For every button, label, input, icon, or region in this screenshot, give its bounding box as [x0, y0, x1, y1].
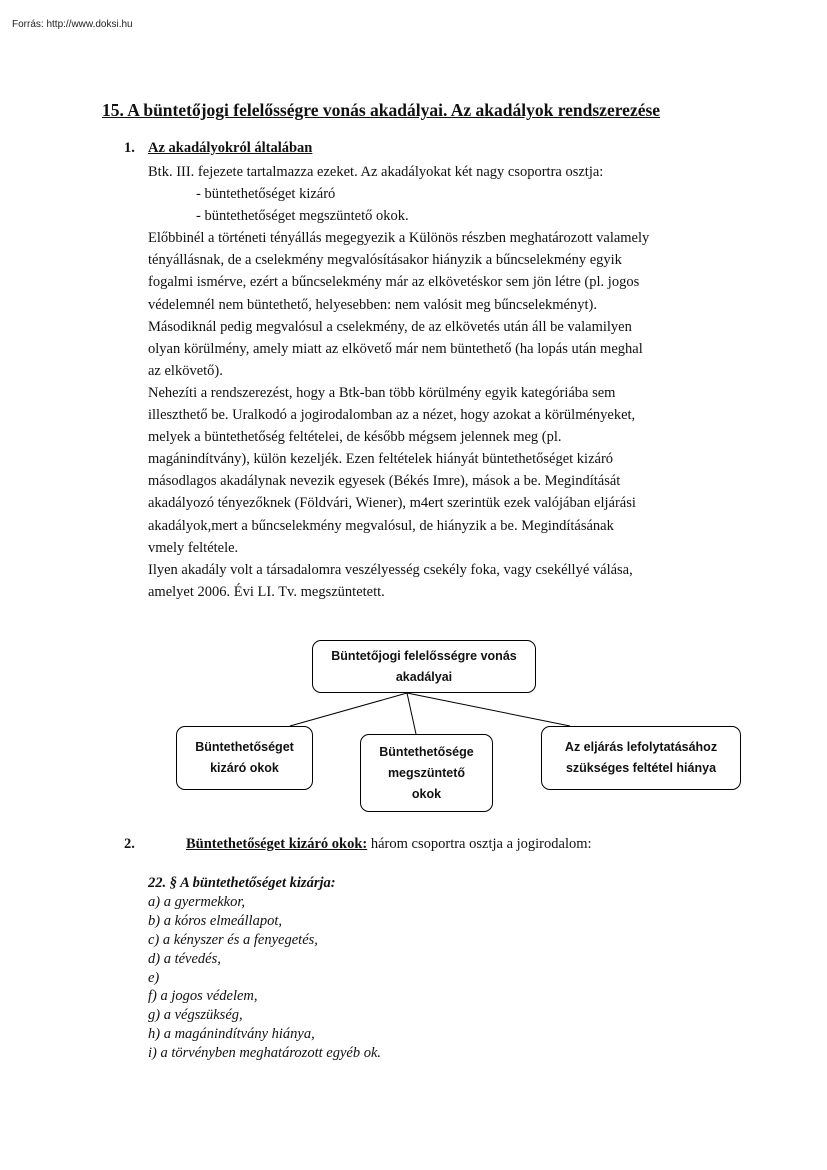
body-line: védelemnél nem büntethető, helyesebben: nem valósit meg bűncselekményt). [148, 296, 597, 313]
law-item: b) a kóros elmeállapot, [148, 912, 282, 929]
section-2-heading-rest: három csoportra osztja a jogirodalom: [367, 836, 592, 852]
law-item: g) a végszükség, [148, 1007, 243, 1024]
node-line: kizáró okok [210, 761, 279, 775]
body-line: vmely feltétele. [148, 539, 239, 556]
diagram-right-node [541, 726, 741, 790]
body-line: amelyet 2006. Évi LI. Tv. megszüntetett. [148, 583, 385, 600]
law-item: e) [148, 969, 160, 986]
law-quote [148, 874, 381, 1063]
law-item: f) a jogos védelem, [148, 988, 258, 1005]
body-line: tényállásnak, de a cselekmény megvalósításakor hiányzik a bűncselekmény egyik [148, 252, 622, 269]
diagram-middle-node [360, 734, 493, 812]
page-title: 15. A büntetőjogi felelősségre vonás akadályai. Az akadályok rendszerezése [102, 100, 661, 120]
law-item: d) a tévedés, [148, 950, 221, 967]
section-2-number: 2. [124, 836, 135, 852]
node-line: okok [411, 786, 442, 801]
body-line: akadályok,mert a bűncselekmény megvalósul, de hiányzik a be. Megindításának [148, 517, 614, 534]
body-line: magánindítvány), külön kezeljék. Ezen feltételek hiányát büntethetőséget kizáró [148, 451, 614, 468]
node-line: akadályai [395, 669, 453, 684]
body-line: illeszthető be. Uralkodó a jogirodalomban az a nézet, hogy azokat a körülményeket, [148, 407, 636, 424]
node-line: Büntethetősége [379, 744, 474, 759]
body-line: akadályozó tényezőknek (Földvári, Wiener), m4ert szerintük ezek valójában eljárási [148, 495, 636, 512]
node-line: szükséges feltétel hiánya [565, 761, 717, 775]
body-line: másodlagos akadálynak nevezik egyesek (Békés Imre), mások a be. Megindítását [148, 473, 621, 490]
law-item: i) a törvényben meghatározott egyéb ok. [148, 1045, 382, 1062]
diagram-left-node [176, 726, 313, 790]
law-item: a) a gyermekkor, [148, 893, 246, 910]
diagram-root-node [312, 640, 536, 693]
body-line: fogalmi ismérve, ezért a bűncselekmény már az elkövetéskor sem jön létre (pl. jogos [148, 274, 640, 291]
law-item: h) a magánindítvány hiánya, [148, 1026, 315, 1043]
list-item: - büntethetőséget kizáró [196, 186, 336, 203]
node-line: Büntethetőséget [195, 740, 294, 754]
section-1-number: 1. [124, 140, 135, 156]
body-line: olyan körülmény, amely miatt az elkövető már nem büntethető (ha lopás után meghal [148, 340, 643, 357]
body-line: Nehezíti a rendszerezést, hogy a Btk-ban több körülmény egyik kategóriába sem [148, 384, 616, 401]
body-line: Előbbinél a történeti tényállás megegyezik a Különös részben meghatározott valamely [148, 230, 650, 247]
node-line: Büntetőjogi felelősségre vonás [331, 648, 517, 663]
list-item: - büntethetőséget megszüntető okok. [196, 208, 409, 225]
body-line: Ilyen akadály volt a társadalomra veszélyesség csekély foka, vagy csekéllyé válása, [148, 561, 633, 578]
body-line: Btk. III. fejezete tartalmazza ezeket. Az akadályokat két nagy csoportra osztja: [148, 164, 604, 180]
node-line: Az eljárás lefolytatásához [564, 740, 718, 754]
body-line: az elkövető). [148, 362, 223, 379]
section-2-heading-line [186, 836, 592, 853]
law-item: c) a kényszer és a fenyegetés, [148, 931, 318, 948]
law-heading: 22. § A büntethetőséget kizárja: [148, 875, 336, 891]
node-line: megszüntető [387, 765, 466, 780]
body-line: melyek a büntethetőség feltételei, de később mégsem jelennek meg (pl. [148, 429, 562, 446]
section-1-heading: Az akadályokról általában [148, 140, 313, 156]
connector-right [407, 693, 570, 726]
source-label: Forrás: http://www.doksi.hu [12, 19, 133, 30]
connector-middle [407, 693, 416, 734]
connector-left [290, 693, 407, 726]
body-line: Másodiknál pedig megvalósul a cselekmény, de az elkövetés után áll be valamilyen [148, 318, 632, 335]
section-2-heading: Büntethetőséget kizáró okok: [186, 836, 368, 852]
